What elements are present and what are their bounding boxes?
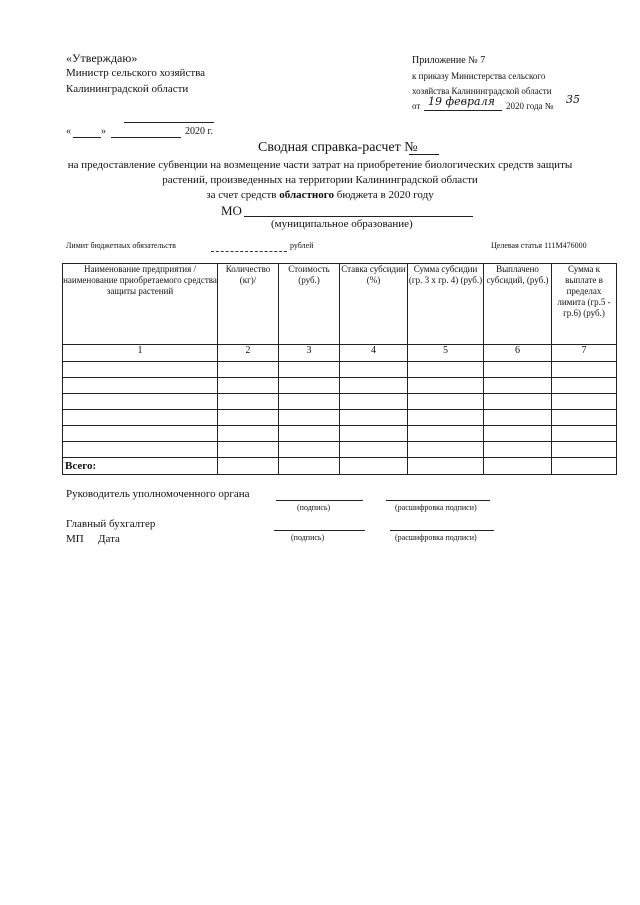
approval-day-line — [73, 137, 101, 138]
title-line2: на предоставление субвенции на возмещение части затрат на приобретение биологических средств защиты — [67, 159, 573, 171]
appendix-from-label: от — [412, 101, 421, 111]
appendix-date-line — [424, 110, 502, 111]
accountant-decode-line — [390, 530, 494, 531]
limit-value-line — [211, 251, 287, 252]
date-label: Дата — [98, 533, 120, 545]
accountant-signature-caption: (подпись) — [291, 533, 325, 542]
head-signature-line — [276, 500, 363, 501]
head-label: Руководитель уполномоченного органа — [66, 488, 250, 500]
table-row — [63, 426, 617, 442]
title-line4-bold: областного — [279, 189, 334, 201]
accountant-decode-caption: (расшифровка подписи) — [395, 533, 477, 542]
col-number-3: 3 — [279, 345, 340, 362]
mo-line — [244, 216, 473, 217]
page-title: Сводная справка-расчет № — [258, 140, 418, 155]
table-row — [63, 410, 617, 426]
appendix-line2: к приказу Министерства сельского — [412, 71, 546, 81]
limit-label: Лимит бюджетных обязательств — [66, 241, 176, 250]
total-row — [63, 458, 617, 475]
header-col3: Стоимость (руб.) — [279, 264, 340, 345]
calculation-table — [62, 263, 617, 475]
appendix-line3: хозяйства Калининградской области — [412, 86, 552, 96]
header-col5: Сумма субсидии (гр. 3 х гр. 4) (руб.) — [408, 264, 484, 345]
table-row — [63, 394, 617, 410]
table-row — [63, 442, 617, 458]
approval-signature-line — [124, 122, 214, 123]
target-article: Целевая статья 111M476000 — [491, 241, 587, 250]
table-header-row — [63, 264, 617, 345]
approval-position-line1: Министр сельского хозяйства — [66, 67, 206, 79]
approval-date-close-quote: » — [101, 126, 106, 137]
accountant-signature-line — [274, 530, 365, 531]
table-row — [63, 362, 617, 378]
col-number-6: 6 — [484, 345, 552, 362]
limit-unit: рублей — [290, 241, 314, 250]
approval-month-line — [111, 137, 181, 138]
head-signature-caption: (подпись) — [297, 503, 331, 512]
column-number-row — [63, 345, 617, 362]
appendix-handwritten-number: 35 — [566, 93, 580, 106]
title-line3: растений, произведенных на территории Калининградской области — [162, 174, 478, 186]
accountant-label: Главный бухгалтер — [66, 518, 156, 530]
mp-label: МП — [66, 533, 84, 545]
appendix-line1: Приложение № 7 — [412, 55, 486, 66]
appendix-handwritten-date: 19 февраля — [428, 95, 495, 108]
head-decode-caption: (расшифровка подписи) — [395, 503, 477, 512]
header-col6: Выплачено субсидий, (руб.) — [484, 264, 552, 345]
title-line4-pre: за счет средств — [206, 189, 280, 201]
total-label: Всего: — [63, 458, 218, 475]
title-number-line — [409, 154, 439, 155]
head-decode-line — [386, 500, 490, 501]
title-line4-post: бюджета в 2020 году — [333, 189, 434, 201]
approval-position-line2: Калининградской области — [66, 83, 189, 95]
approval-date-open-quote: « — [66, 126, 71, 137]
header-col2: Количество (кг)/ — [218, 264, 279, 345]
header-col1: Наименование предприятия / наименование приобретаемого средства защиты растений — [63, 264, 218, 345]
col-number-1: 1 — [63, 345, 218, 362]
mo-caption: (муниципальное образование) — [271, 218, 413, 230]
appendix-year-label: 2020 года № — [506, 101, 554, 111]
header-col7: Сумма к выплате в пределах лимита (гр.5 - гр.6) (руб.) — [552, 264, 617, 345]
col-number-7: 7 — [552, 345, 617, 362]
title-line4 — [0, 189, 640, 201]
mo-label: МО — [221, 203, 242, 218]
header-col4: Ставка субсидии (%) — [340, 264, 408, 345]
col-number-4: 4 — [340, 345, 408, 362]
approval-year: 2020 г. — [185, 126, 213, 137]
col-number-2: 2 — [218, 345, 279, 362]
col-number-5: 5 — [408, 345, 484, 362]
approval-title: «Утверждаю» — [66, 51, 138, 65]
table-row — [63, 378, 617, 394]
